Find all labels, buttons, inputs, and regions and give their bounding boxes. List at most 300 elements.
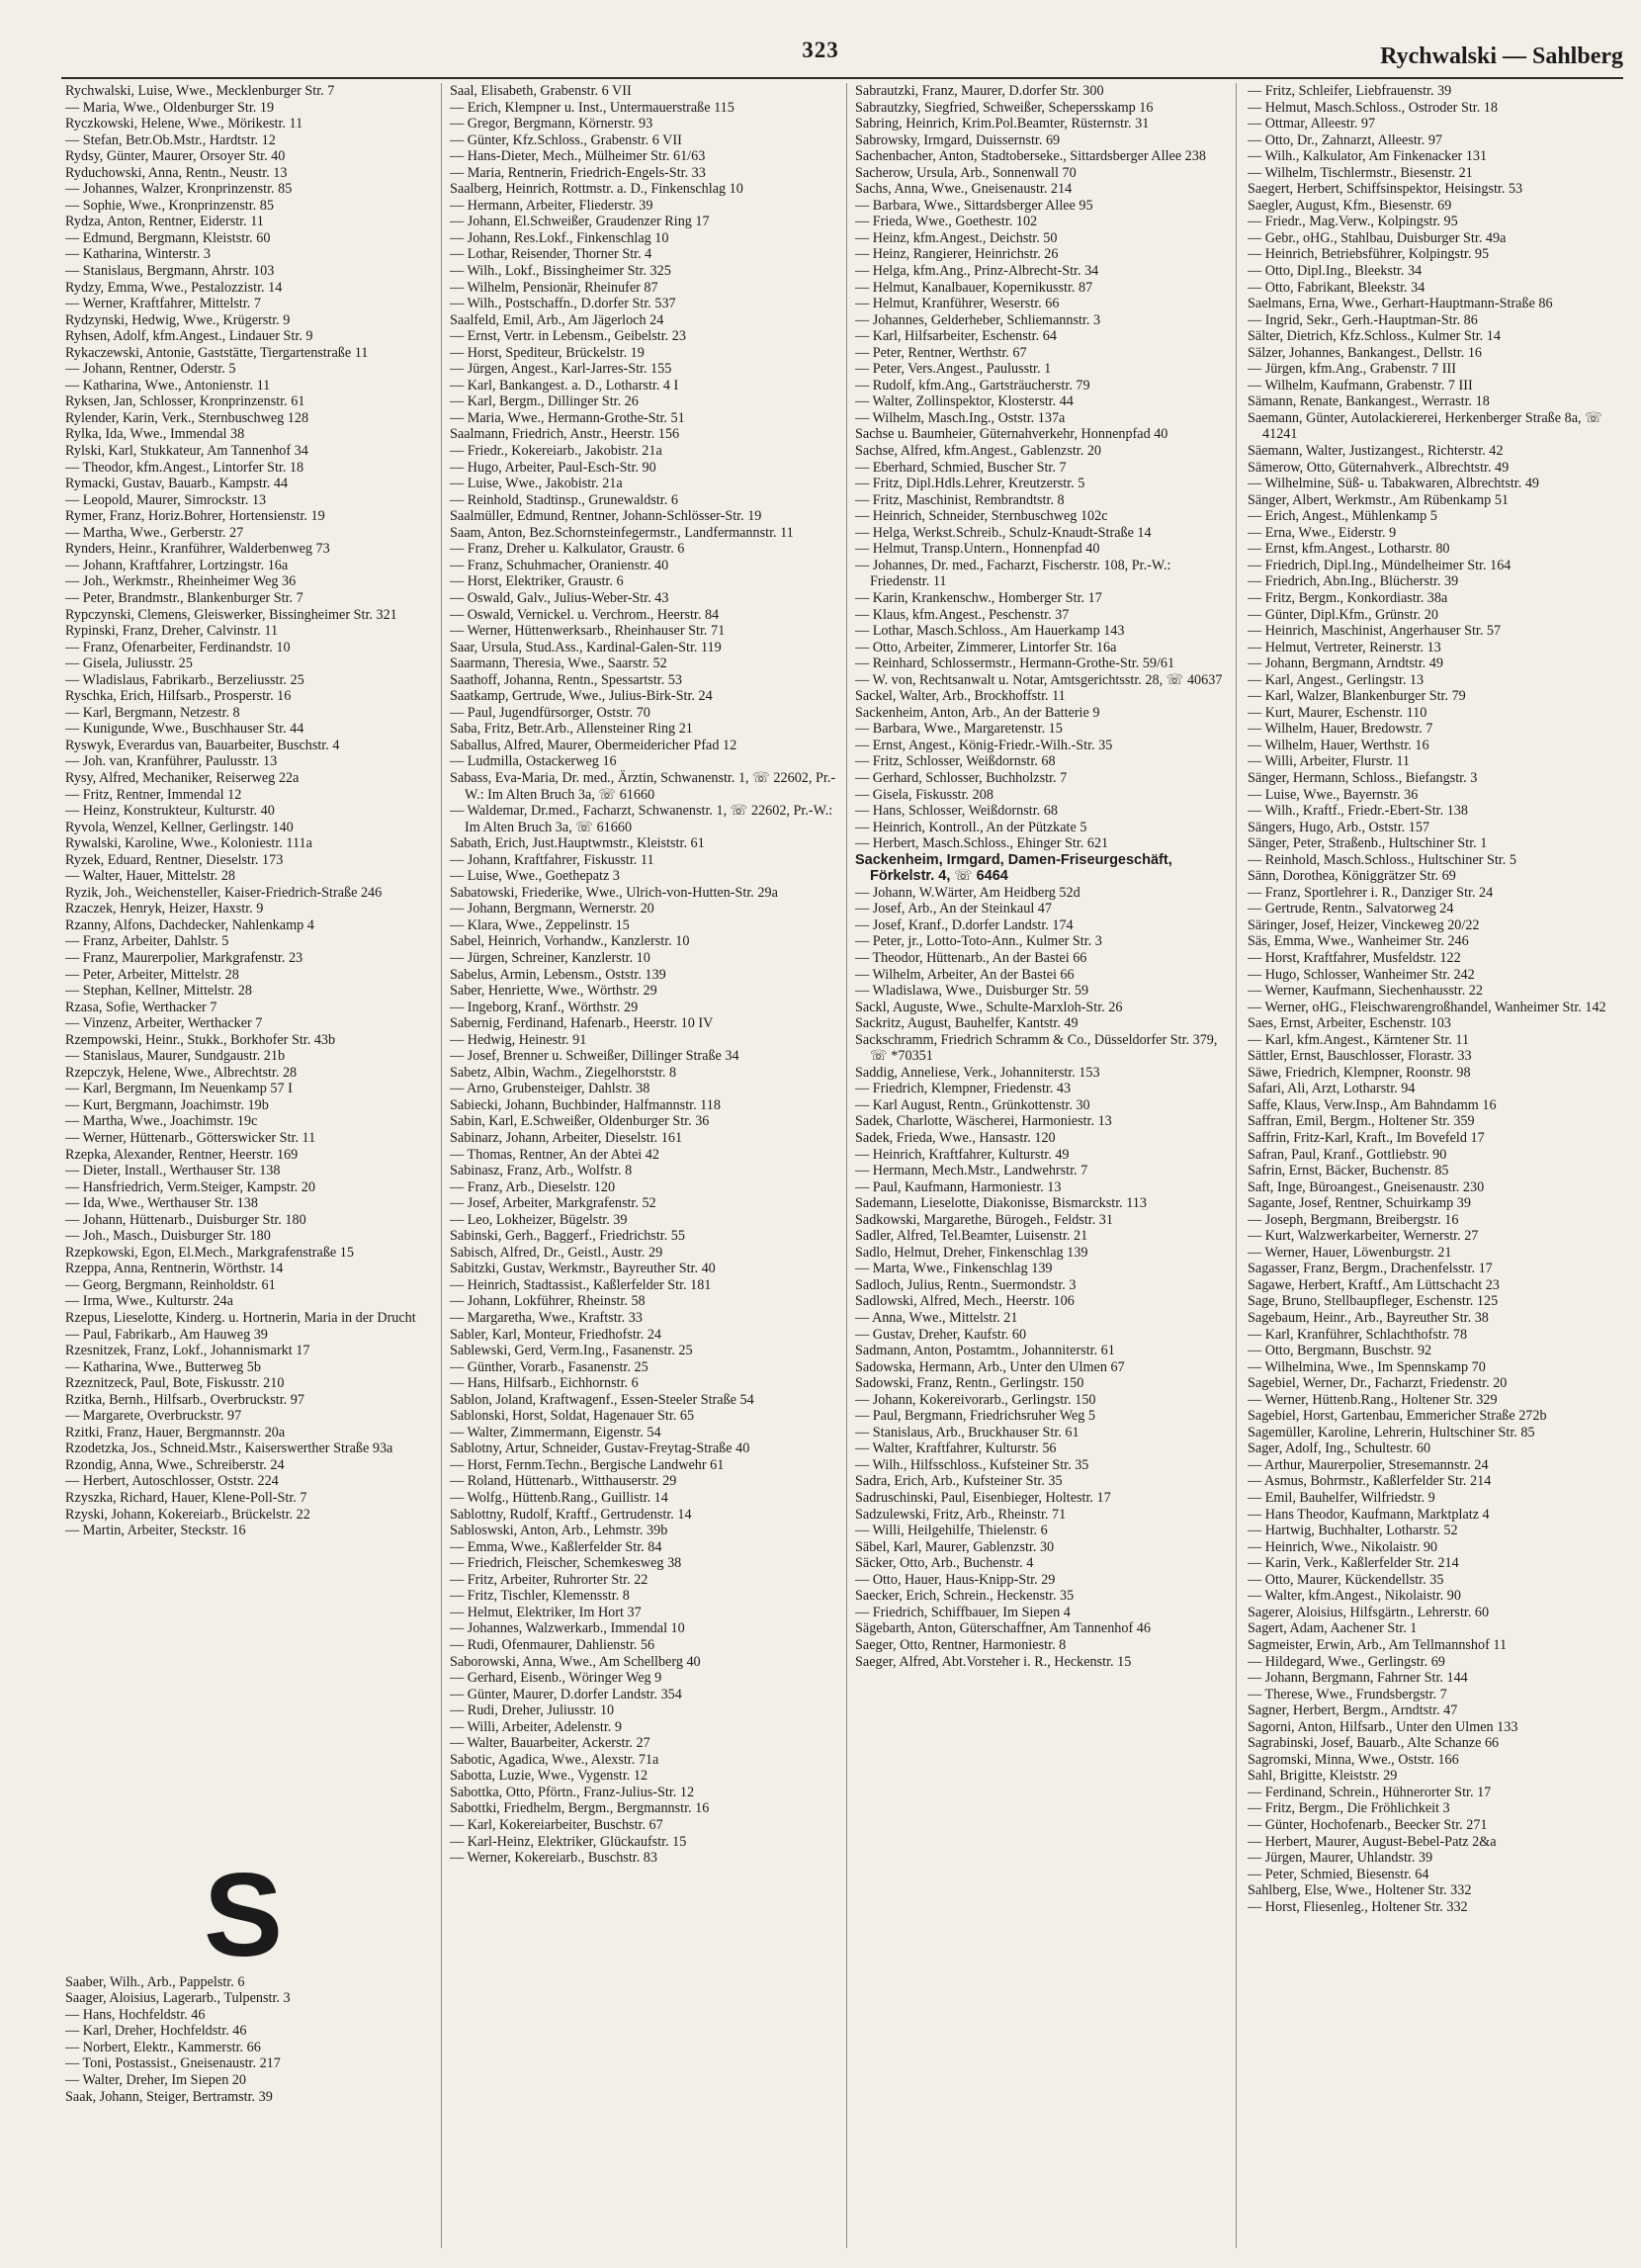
directory-entry: — Heinrich, Maschinist, Angerhauser Str. 57 xyxy=(1248,623,1502,640)
directory-entry: Sagawe, Herbert, Kraftf., Am Lüttschacht 23 xyxy=(1248,1276,1500,1293)
directory-entry: — Helmut, Transp.Untern., Honnenpfad 40 xyxy=(855,541,1100,558)
directory-entry: — Franz, Sportlehrer i. R., Danziger Str. 24 xyxy=(1248,884,1494,901)
directory-entry: — Theodor, kfm.Angest., Lintorfer Str. 18 xyxy=(65,459,304,476)
directory-entry: Rymer, Franz, Horiz.Bohrer, Hortensienstr. 19 xyxy=(65,508,325,525)
column-separator xyxy=(441,83,442,2248)
directory-entry: — Karl, Walzer, Blankenburger Str. 79 xyxy=(1248,688,1466,705)
directory-entry: — Ferdinand, Schrein., Hühnerorter Str. 17 xyxy=(1248,1784,1492,1800)
directory-entry: — Lothar, Masch.Schloss., Am Hauerkamp 143 xyxy=(855,623,1125,640)
directory-entry: — Karl, Kranführer, Schlachthofstr. 78 xyxy=(1248,1326,1468,1343)
directory-entry: — Arno, Grubensteiger, Dahlstr. 38 xyxy=(450,1081,650,1097)
directory-entry: Sagerer, Aloisius, Hilfsgärtn., Lehrerstr. 60 xyxy=(1248,1604,1490,1620)
directory-entry: Sabiecki, Johann, Buchbinder, Halfmannstr. 118 xyxy=(450,1096,721,1113)
directory-column-1 xyxy=(65,83,431,2262)
directory-entry: — Friedrich, Schiffbauer, Im Siepen 4 xyxy=(855,1604,1071,1620)
directory-entry: — Gisela, Fiskusstr. 208 xyxy=(855,786,993,803)
directory-entry: — Karin, Verk., Kaßlerfelder Str. 214 xyxy=(1248,1555,1459,1572)
directory-entry: — Kurt, Bergmann, Joachimstr. 19b xyxy=(65,1096,269,1113)
directory-entry: Saalberg, Heinrich, Rottmstr. a. D., Finkenschlag 10 xyxy=(450,181,743,198)
directory-entry: Sachs, Anna, Wwe., Gneisenaustr. 214 xyxy=(855,181,1073,198)
directory-entry: Sabass, Eva-Maria, Dr. med., Ärztin, Schwanenstr. 1, ☏ 22602, Pr.-W.: Im Alten Bruch 3a, ☏ 61660 xyxy=(450,769,836,803)
directory-entry: Ryzik, Joh., Weichensteller, Kaiser-Friedrich-Straße 246 xyxy=(65,884,383,901)
directory-entry: Saballus, Alfred, Maurer, Obermeidericher Pfad 12 xyxy=(450,737,737,753)
directory-entry: — Günter, Dipl.Kfm., Grünstr. 20 xyxy=(1248,606,1438,623)
directory-entry: — Wilhelmine, Süß- u. Tabakwaren, Albrechtstr. 49 xyxy=(1248,476,1540,492)
directory-entry: Saber, Henriette, Wwe., Wörthstr. 29 xyxy=(450,983,657,1000)
directory-entry: — Horst, Kraftfahrer, Musfeldstr. 122 xyxy=(1248,949,1461,966)
directory-entry: Sackschramm, Friedrich Schramm & Co., Düsseldorfer Str. 379, ☏ *70351 xyxy=(855,1031,1218,1065)
header-rule xyxy=(61,77,1623,79)
directory-entry: — Günter, Kfz.Schloss., Grabenstr. 6 VII xyxy=(450,131,682,148)
directory-entry: Sackenheim, Anton, Arb., An der Batterie 9 xyxy=(855,704,1100,721)
directory-entry: — Friedrich, Klempner, Friedenstr. 43 xyxy=(855,1081,1072,1097)
directory-entry: — Gebr., oHG., Stahlbau, Duisburger Str. 49a xyxy=(1248,229,1507,246)
directory-entry: — Luise, Wwe., Goethepatz 3 xyxy=(450,868,620,885)
directory-entry: — Barbara, Wwe., Sittardsberger Allee 95 xyxy=(855,197,1093,214)
directory-entry: Saffran, Emil, Bergm., Holtener Str. 359 xyxy=(1248,1113,1475,1130)
directory-entry: Rzodetzka, Jos., Schneid.Mstr., Kaiserswerther Straße 93a xyxy=(65,1440,393,1457)
directory-entry: — Kurt, Maurer, Eschenstr. 110 xyxy=(1248,704,1427,721)
directory-entry: — Barbara, Wwe., Margaretenstr. 15 xyxy=(855,721,1063,738)
directory-entry: — Paul, Jugendfürsorger, Oststr. 70 xyxy=(450,704,650,721)
directory-entry: — Willi, Arbeiter, Flurstr. 11 xyxy=(1248,753,1410,770)
directory-entry: — Horst, Spediteur, Brückelstr. 19 xyxy=(450,344,645,361)
directory-entry: — Ingrid, Sekr., Gerh.-Hauptman-Str. 86 xyxy=(1248,311,1478,328)
directory-entry: — Johann, Bergmann, Wernerstr. 20 xyxy=(450,901,654,917)
directory-entry: Saalfeld, Emil, Arb., Am Jägerloch 24 xyxy=(450,311,664,328)
directory-entry: Saddig, Anneliese, Verk., Johanniterstr. 153 xyxy=(855,1064,1100,1081)
directory-entry: Saffrin, Fritz-Karl, Kraft., Im Bovefeld 17 xyxy=(1248,1130,1485,1146)
directory-entry: Sabler, Karl, Monteur, Friedhofstr. 24 xyxy=(450,1326,662,1343)
directory-entry: Saeger, Alfred, Abt.Vorsteher i. R., Heckenstr. 15 xyxy=(855,1653,1132,1670)
directory-entry: Ryduchowski, Anna, Rentn., Neustr. 13 xyxy=(65,164,288,181)
directory-entry: — Johannes, Dr. med., Facharzt, Fischerstr. 108, Pr.-W.: Friedenstr. 11 xyxy=(855,557,1171,590)
directory-entry: Sabrautzki, Franz, Maurer, D.dorfer Str. 300 xyxy=(855,83,1104,99)
directory-entry: Sabottka, Otto, Pförtn., Franz-Julius-Str. 12 xyxy=(450,1784,695,1800)
directory-entry: — Ernst, Angest., König-Friedr.-Wilh.-Str. 35 xyxy=(855,737,1113,753)
directory-entry: — Karl August, Rentn., Grünkottenstr. 30 xyxy=(855,1096,1090,1113)
directory-entry: Sättler, Ernst, Bauschlosser, Florastr. 33 xyxy=(1248,1048,1472,1065)
directory-entry: — Lothar, Reisender, Thorner Str. 4 xyxy=(450,246,652,263)
directory-entry: — Johann, Bergmann, Arndtstr. 49 xyxy=(1248,655,1443,672)
directory-entry: — Fritz, Tischler, Klemensstr. 8 xyxy=(450,1588,630,1605)
directory-entry: — Johannes, Walzer, Kronprinzenstr. 85 xyxy=(65,181,293,198)
directory-entry: — Gerhard, Eisenb., Wöringer Weg 9 xyxy=(450,1670,662,1687)
directory-entry: Sabatowski, Friederike, Wwe., Ulrich-von-Hutten-Str. 29a xyxy=(450,884,778,901)
directory-entry: Sabinasz, Franz, Arb., Wolfstr. 8 xyxy=(450,1163,633,1179)
directory-entry: Sachenbacher, Anton, Stadtoberseke., Sittardsberger Allee 238 xyxy=(855,148,1206,165)
directory-entry: — Hildegard, Wwe., Gerlingstr. 69 xyxy=(1248,1653,1445,1670)
directory-entry: Ryhsen, Adolf, kfm.Angest., Lindauer Str. 9 xyxy=(65,328,313,345)
directory-entry: — Günther, Vorarb., Fasanenstr. 25 xyxy=(450,1358,648,1375)
directory-entry: — Heinrich, Betriebsführer, Kolpingstr. 95 xyxy=(1248,246,1490,263)
directory-entry: — Wilh., Lokf., Bissingheimer Str. 325 xyxy=(450,263,671,280)
directory-entry: — Helga, kfm.Ang., Prinz-Albrecht-Str. 34 xyxy=(855,263,1099,280)
directory-entry: Sägebarth, Anton, Güterschaffner, Am Tannenhof 46 xyxy=(855,1620,1151,1637)
directory-entry: — Wilhelm, Hauer, Werthstr. 16 xyxy=(1248,737,1429,753)
directory-entry: Sablotny, Artur, Schneider, Gustav-Freytag-Straße 40 xyxy=(450,1440,750,1457)
directory-entry: Sadek, Charlotte, Wäscherei, Harmoniestr. 13 xyxy=(855,1113,1112,1130)
directory-entry: Sagorni, Anton, Hilfsarb., Unter den Ulmen 133 xyxy=(1248,1718,1518,1735)
directory-entry: Sänn, Dorothea, Königgrätzer Str. 69 xyxy=(1248,868,1456,885)
directory-entry: Sabisch, Alfred, Dr., Geistl., Austr. 29 xyxy=(450,1244,663,1261)
directory-entry: Saba, Fritz, Betr.Arb., Allensteiner Ring 21 xyxy=(450,721,693,738)
directory-entry: Sagemüller, Karoline, Lehrerin, Hultschiner Str. 85 xyxy=(1248,1424,1535,1440)
directory-entry: — Klara, Wwe., Zeppelinstr. 15 xyxy=(450,916,630,933)
directory-entry: — Friedrich, Fleischer, Schemkesweg 38 xyxy=(450,1555,682,1572)
directory-entry: — Peter, Arbeiter, Mittelstr. 28 xyxy=(65,966,239,983)
directory-entry: — Hansfriedrich, Verm.Steiger, Kampstr. 20 xyxy=(65,1178,315,1195)
directory-entry: Rzyski, Johann, Kokereiarb., Brückelstr. 22 xyxy=(65,1506,310,1523)
directory-entry: Sagebiel, Horst, Gartenbau, Emmericher Straße 272b xyxy=(1248,1408,1547,1425)
directory-entry: Sadra, Erich, Arb., Kufsteiner Str. 35 xyxy=(855,1473,1063,1490)
directory-entry: Saager, Aloisius, Lagerarb., Tulpenstr. 3 xyxy=(65,1990,291,2007)
directory-entry: — Reinhard, Schlossermstr., Hermann-Grothe-Str. 59/61 xyxy=(855,655,1175,672)
directory-entry: Sälter, Dietrich, Kfz.Schloss., Kulmer Str. 14 xyxy=(1248,328,1501,345)
directory-entry: — Walter, Bauarbeiter, Ackerstr. 27 xyxy=(450,1735,650,1752)
directory-entry: Safrin, Ernst, Bäcker, Buchenstr. 85 xyxy=(1248,1163,1449,1179)
directory-entry: Rypczynski, Clemens, Gleiswerker, Bissingheimer Str. 321 xyxy=(65,606,397,623)
directory-entry: Sänger, Hermann, Schloss., Biefangstr. 3 xyxy=(1248,769,1478,786)
directory-entry: — W. von, Rechtsanwalt u. Notar, Amtsgerichtsstr. 28, ☏ 40637 xyxy=(855,671,1223,688)
directory-entry: — Martin, Arbeiter, Steckstr. 16 xyxy=(65,1523,246,1539)
directory-entry: Säbel, Karl, Maurer, Gablenzstr. 30 xyxy=(855,1538,1055,1555)
directory-entry: — Günter, Maurer, D.dorfer Landstr. 354 xyxy=(450,1686,682,1702)
directory-entry: — Peter, Vers.Angest., Paulusstr. 1 xyxy=(855,361,1052,378)
directory-entry: — Fritz, Maschinist, Rembrandtstr. 8 xyxy=(855,491,1065,508)
directory-entry: — Werner, Hüttenwerksarb., Rheinhauser Str. 71 xyxy=(450,623,726,640)
directory-entry: — Johann, Bergmann, Fahrner Str. 144 xyxy=(1248,1670,1468,1687)
directory-entry: — Paul, Bergmann, Friedrichsruher Weg 5 xyxy=(855,1408,1096,1425)
directory-entry: Saak, Johann, Steiger, Bertramstr. 39 xyxy=(65,2088,273,2105)
directory-entry: Rzeppa, Anna, Rentnerin, Wörthstr. 14 xyxy=(65,1261,284,1277)
directory-entry: Sadkowski, Margarethe, Bürogeh., Feldstr. 31 xyxy=(855,1211,1113,1228)
directory-entry: Sabinski, Gerh., Baggerf., Friedrichstr. 55 xyxy=(450,1228,685,1245)
directory-entry: — Jürgen, Maurer, Uhlandstr. 39 xyxy=(1248,1850,1433,1867)
directory-entry: — Joseph, Bergmann, Breibergstr. 16 xyxy=(1248,1211,1459,1228)
directory-entry: — Hermann, Mech.Mstr., Landwehrstr. 7 xyxy=(855,1163,1088,1179)
directory-entry: Sabrowsky, Irmgard, Duissernstr. 69 xyxy=(855,131,1061,148)
directory-entry: Sadek, Frieda, Wwe., Hansastr. 120 xyxy=(855,1130,1056,1146)
directory-entry: — Ernst, Vertr. in Lebensm., Geibelstr. 23 xyxy=(450,328,686,345)
directory-entry: — Heinrich, Stadtassist., Kaßlerfelder Str. 181 xyxy=(450,1276,712,1293)
directory-entry: — Fritz, Bergm., Die Fröhlichkeit 3 xyxy=(1248,1800,1450,1817)
directory-entry: Säwe, Friedrich, Klempner, Roonstr. 98 xyxy=(1248,1064,1471,1081)
directory-entry: Rzondig, Anna, Wwe., Schreiberstr. 24 xyxy=(65,1456,285,1473)
directory-entry: — Karin, Krankenschw., Homberger Str. 17 xyxy=(855,589,1102,606)
directory-entry: Sämerow, Otto, Güternahverk., Albrechtstr. 49 xyxy=(1248,459,1510,476)
directory-entry: — Jürgen, Angest., Karl-Jarres-Str. 155 xyxy=(450,361,672,378)
directory-entry: Rylski, Karl, Stukkateur, Am Tannenhof 34 xyxy=(65,443,308,460)
directory-entry: — Oswald, Vernickel. u. Verchrom., Heerstr. 84 xyxy=(450,606,720,623)
directory-entry: — Franz, Arbeiter, Dahlstr. 5 xyxy=(65,933,229,950)
directory-entry: — Norbert, Elektr., Kammerstr. 66 xyxy=(65,2039,261,2055)
directory-entry: — Joh., Werkmstr., Rheinheimer Weg 36 xyxy=(65,573,297,590)
directory-entry: — Hans, Schlosser, Weißdornstr. 68 xyxy=(855,803,1058,820)
directory-entry: — Thomas, Rentner, An der Abtei 42 xyxy=(450,1146,659,1163)
directory-entry: — Gisela, Juliusstr. 25 xyxy=(65,655,193,672)
directory-entry: — Peter, jr., Lotto-Toto-Ann., Kulmer Str. 3 xyxy=(855,933,1102,950)
directory-entry: Sadmann, Anton, Postamtm., Johanniterstr. 61 xyxy=(855,1343,1115,1359)
directory-entry: Sager, Adolf, Ing., Schultestr. 60 xyxy=(1248,1440,1431,1457)
entries-s-start xyxy=(65,1974,431,2105)
entries-r xyxy=(65,83,431,1539)
directory-entry: Saal, Elisabeth, Grabenstr. 6 VII xyxy=(450,83,632,99)
directory-entry: Sackenheim, Irmgard, Damen-Friseurgeschäft, Förkelstr. 4, ☏ 6464 xyxy=(855,851,1172,885)
directory-entry: — Johann, Lokführer, Rheinstr. 58 xyxy=(450,1293,646,1310)
directory-entry: Sablottny, Rudolf, Kraftf., Gertrudenstr. 14 xyxy=(450,1506,692,1523)
directory-entry: — Katharina, Wwe., Butterweg 5b xyxy=(65,1358,261,1375)
directory-entry: Sabring, Heinrich, Krim.Pol.Beamter, Rüsternstr. 31 xyxy=(855,116,1150,132)
directory-entry: Ryczkowski, Helene, Wwe., Mörikestr. 11 xyxy=(65,116,303,132)
directory-entry: — Katharina, Wwe., Antonienstr. 11 xyxy=(65,377,271,393)
directory-entry: — Otto, Dipl.Ing., Bleekstr. 34 xyxy=(1248,263,1423,280)
directory-column-4 xyxy=(1248,83,1636,2262)
directory-entry: — Karl, Hilfsarbeiter, Eschenstr. 64 xyxy=(855,328,1057,345)
directory-entry: — Fritz, Rentner, Immendal 12 xyxy=(65,786,242,803)
directory-entry: — Maria, Wwe., Hermann-Grothe-Str. 51 xyxy=(450,409,685,426)
directory-entry: Rysy, Alfred, Mechaniker, Reiserweg 22a xyxy=(65,769,300,786)
directory-entry: — Kurt, Walzwerkarbeiter, Wernerstr. 27 xyxy=(1248,1228,1479,1245)
directory-entry: — Wilhelm, Hauer, Bredowstr. 7 xyxy=(1248,721,1433,738)
directory-entry: — Hans, Hilfsarb., Eichhornstr. 6 xyxy=(450,1375,639,1392)
directory-entry: — Johann, Kraftfahrer, Lortzingstr. 16a xyxy=(65,557,289,573)
directory-entry: Saathoff, Johanna, Rentn., Spessartstr. 53 xyxy=(450,671,682,688)
directory-entry: Sabernig, Ferdinand, Hafenarb., Heerstr. 10 IV xyxy=(450,1015,714,1032)
directory-entry: Sablonski, Horst, Soldat, Hagenauer Str. 65 xyxy=(450,1408,695,1425)
directory-entry: Rzitki, Franz, Hauer, Bergmannstr. 20a xyxy=(65,1424,286,1440)
directory-entry: — Horst, Fliesenleg., Holtener Str. 332 xyxy=(1248,1898,1468,1915)
directory-entry: — Josef, Arb., An der Steinkaul 47 xyxy=(855,901,1052,917)
directory-entry: Sagante, Josef, Rentner, Schuirkamp 39 xyxy=(1248,1195,1471,1212)
directory-entry: — Walter, Zollinspektor, Klosterstr. 44 xyxy=(855,393,1074,410)
directory-entry: Saeger, Otto, Rentner, Harmoniestr. 8 xyxy=(855,1636,1067,1653)
directory-entry: — Katharina, Winterstr. 3 xyxy=(65,246,211,263)
directory-entry: — Luise, Wwe., Jakobistr. 21a xyxy=(450,476,623,492)
directory-entry: — Wladislaus, Fabrikarb., Berzeliusstr. 25 xyxy=(65,671,304,688)
directory-entry: — Friedr., Mag.Verw., Kolpingstr. 95 xyxy=(1248,214,1458,230)
directory-entry: Sagmeister, Erwin, Arb., Am Tellmannshof 11 xyxy=(1248,1636,1508,1653)
directory-entry: Rychwalski, Luise, Wwe., Mecklenburger Str. 7 xyxy=(65,83,335,99)
directory-entry: Sahlberg, Else, Wwe., Holtener Str. 332 xyxy=(1248,1882,1472,1899)
directory-entry: — Hedwig, Heinestr. 91 xyxy=(450,1031,587,1048)
directory-entry: Sachse u. Baumheier, Güternahverkehr, Honnenpfad 40 xyxy=(855,426,1168,443)
directory-entry: Rypinski, Franz, Dreher, Calvinstr. 11 xyxy=(65,623,279,640)
directory-entry: Sablon, Joland, Kraftwagenf., Essen-Steeler Straße 54 xyxy=(450,1391,754,1408)
directory-entry: Ryzek, Eduard, Rentner, Dieselstr. 173 xyxy=(65,851,284,868)
directory-entry: — Helga, Werkst.Schreib., Schulz-Knaudt-Straße 14 xyxy=(855,524,1152,541)
directory-entry: Sablewski, Gerd, Verm.Ing., Fasanenstr. 25 xyxy=(450,1343,693,1359)
directory-entry: — Fritz, Dipl.Hdls.Lehrer, Kreutzerstr. 5 xyxy=(855,476,1085,492)
directory-entry: — Herbert, Masch.Schloss., Ehinger Str. 621 xyxy=(855,835,1109,852)
directory-entry: — Stanislaus, Maurer, Sundgaustr. 21b xyxy=(65,1048,286,1065)
directory-entry: — Ottmar, Alleestr. 97 xyxy=(1248,116,1376,132)
directory-entry: — Walter, Kraftfahrer, Kulturstr. 56 xyxy=(855,1440,1057,1457)
directory-entry: Rzitka, Bernh., Hilfsarb., Overbruckstr. 97 xyxy=(65,1391,304,1408)
directory-entry: — Werner, Kaufmann, Siechenhausstr. 22 xyxy=(1248,983,1483,1000)
directory-entry: — Karl, Dreher, Hochfeldstr. 46 xyxy=(65,2023,247,2040)
directory-entry: — Oswald, Galv., Julius-Weber-Str. 43 xyxy=(450,589,669,606)
directory-entry: — Heinz, kfm.Angest., Deichstr. 50 xyxy=(855,229,1058,246)
directory-entry: Ryswyk, Everardus van, Bauarbeiter, Buschstr. 4 xyxy=(65,737,340,753)
directory-entry: Säcker, Otto, Arb., Buchenstr. 4 xyxy=(855,1555,1034,1572)
directory-entry: — Reinhold, Stadtinsp., Grunewaldstr. 6 xyxy=(450,491,678,508)
directory-entry: — Ingeborg, Kranf., Wörthstr. 29 xyxy=(450,999,639,1015)
directory-entry: Sänger, Peter, Straßenb., Hultschiner Str. 1 xyxy=(1248,835,1488,852)
directory-entry: — Jürgen, kfm.Ang., Grabenstr. 7 III xyxy=(1248,361,1456,378)
directory-entry: Ryschka, Erich, Hilfsarb., Prosperstr. 16 xyxy=(65,688,292,705)
directory-entry: Rydza, Anton, Rentner, Eiderstr. 11 xyxy=(65,214,264,230)
directory-entry: — Ludmilla, Ostackerweg 16 xyxy=(450,753,617,770)
directory-entry: — Georg, Bergmann, Reinholdstr. 61 xyxy=(65,1276,276,1293)
directory-entry: Sabotta, Luzie, Wwe., Vygenstr. 12 xyxy=(450,1768,648,1785)
directory-entry: — Heinz, Rangierer, Heinrichstr. 26 xyxy=(855,246,1059,263)
directory-entry: — Margarete, Overbruckstr. 97 xyxy=(65,1408,242,1425)
directory-entry: Rykaczewski, Antonie, Gaststätte, Tiergartenstraße 11 xyxy=(65,344,369,361)
directory-entry: — Helmut, Kanalbauer, Kopernikusstr. 87 xyxy=(855,279,1093,296)
directory-entry: — Wilhelmina, Wwe., Im Spennskamp 70 xyxy=(1248,1358,1486,1375)
directory-entry: — Horst, Elektriker, Graustr. 6 xyxy=(450,573,624,590)
directory-entry: — Fritz, Bergm., Konkordiastr. 38a xyxy=(1248,589,1448,606)
directory-entry: Sachse, Alfred, kfm.Angest., Gablenzstr. 20 xyxy=(855,443,1102,460)
directory-entry: — Werner, Hauer, Löwenburgstr. 21 xyxy=(1248,1244,1452,1261)
directory-entry: Sabloswski, Anton, Arb., Lehmstr. 39b xyxy=(450,1523,668,1539)
directory-entry: — Josef, Arbeiter, Markgrafenstr. 52 xyxy=(450,1195,656,1212)
directory-entry: Rzepczyk, Helene, Wwe., Albrechtstr. 28 xyxy=(65,1064,298,1081)
directory-entry: — Herbert, Maurer, August-Bebel-Patz 2&a xyxy=(1248,1833,1497,1850)
running-head: Rychwalski — Sahlberg xyxy=(1380,44,1623,69)
directory-entry: — Horst, Fernm.Techn., Bergische Landwehr 61 xyxy=(450,1456,725,1473)
directory-entry: Sagner, Herbert, Bergm., Arndtstr. 47 xyxy=(1248,1702,1458,1719)
directory-entry: — Franz, Maurerpolier, Markgrafenstr. 23 xyxy=(65,949,303,966)
directory-entry: — Sophie, Wwe., Kronprinzenstr. 85 xyxy=(65,197,274,214)
directory-entry: Rywalski, Karoline, Wwe., Koloniestr. 111a xyxy=(65,835,312,852)
directory-entry: — Johann, Hüttenarb., Duisburger Str. 180 xyxy=(65,1211,306,1228)
directory-entry: Saffe, Klaus, Verw.Insp., Am Bahndamm 16 xyxy=(1248,1096,1497,1113)
directory-entry: Saalmann, Friedrich, Anstr., Heerstr. 156 xyxy=(450,426,680,443)
directory-entry: Saaber, Wilh., Arb., Pappelstr. 6 xyxy=(65,1973,245,1990)
directory-entry: — Karl-Heinz, Elektriker, Glückaufstr. 15 xyxy=(450,1833,687,1850)
directory-entry: Sabin, Karl, E.Schweißer, Oldenburger Str. 36 xyxy=(450,1113,710,1130)
directory-entry: Säemann, Walter, Justizangest., Richterstr. 42 xyxy=(1248,443,1504,460)
directory-entry: — Fritz, Arbeiter, Ruhrorter Str. 22 xyxy=(450,1571,648,1588)
directory-entry: Sahl, Brigitte, Kleiststr. 29 xyxy=(1248,1768,1398,1785)
directory-entry: — Friedrich, Abn.Ing., Blücherstr. 39 xyxy=(1248,573,1459,590)
directory-entry: — Wolfg., Hüttenb.Rang., Guillistr. 14 xyxy=(450,1490,668,1507)
directory-entry: Saatkamp, Gertrude, Wwe., Julius-Birk-Str. 24 xyxy=(450,688,713,705)
directory-entry: — Otto, Hauer, Haus-Knipp-Str. 29 xyxy=(855,1571,1056,1588)
directory-entry: Rzanny, Alfons, Dachdecker, Nahlenkamp 4 xyxy=(65,916,314,933)
directory-entry: Sabitzki, Gustav, Werkmstr., Bayreuther Str. 40 xyxy=(450,1261,716,1277)
directory-entry: — Heinz, Konstrukteur, Kulturstr. 40 xyxy=(65,803,275,820)
directory-entry: — Roland, Hüttenarb., Witthauserstr. 29 xyxy=(450,1473,677,1490)
directory-entry: Rzeznitzeck, Paul, Bote, Fiskusstr. 210 xyxy=(65,1375,285,1392)
directory-entry: — Asmus, Bohrmstr., Kaßlerfelder Str. 214 xyxy=(1248,1473,1492,1490)
directory-entry: — Johann, Kraftfahrer, Fiskusstr. 11 xyxy=(450,851,654,868)
directory-entry: — Hans, Hochfeldstr. 46 xyxy=(65,2006,206,2023)
directory-entry: Ryvola, Wenzel, Kellner, Gerlingstr. 140 xyxy=(65,819,294,835)
directory-entry: — Johannes, Walzwerkarb., Immendal 10 xyxy=(450,1620,685,1637)
directory-entry: Saalmüller, Edmund, Rentner, Johann-Schlösser-Str. 19 xyxy=(450,508,762,525)
directory-entry: — Herbert, Autoschlosser, Oststr. 224 xyxy=(65,1473,279,1490)
directory-entry: — Otto, Dr., Zahnarzt, Alleestr. 97 xyxy=(1248,131,1443,148)
directory-entry: Rzyszka, Richard, Hauer, Klene-Poll-Str. 7 xyxy=(65,1490,307,1507)
directory-entry: — Werner, Hüttenarb., Götterswicker Str. 11 xyxy=(65,1130,316,1146)
directory-entry: Sagebiel, Werner, Dr., Facharzt, Friedenstr. 20 xyxy=(1248,1375,1508,1392)
directory-entry: — Rudolf, kfm.Ang., Gartsträucherstr. 79 xyxy=(855,377,1090,393)
directory-entry: — Hans Theodor, Kaufmann, Marktplatz 4 xyxy=(1248,1506,1490,1523)
directory-entry: — Werner, oHG., Fleischwarengroßhandel, Wanheimer Str. 142 xyxy=(1248,999,1606,1015)
directory-entry: — Otto, Maurer, Kückendellstr. 35 xyxy=(1248,1571,1444,1588)
directory-entry: Rzasa, Sofie, Werthacker 7 xyxy=(65,999,217,1015)
directory-entry: — Wilhelm, Masch.Ing., Oststr. 137a xyxy=(855,409,1066,426)
directory-entry: — Heinrich, Schneider, Sternbuschweg 102c xyxy=(855,508,1108,525)
directory-entry: Sabath, Erich, Just.Hauptwmstr., Kleiststr. 61 xyxy=(450,835,705,852)
directory-entry: — Arthur, Maurerpolier, Stresemannstr. 24 xyxy=(1248,1456,1489,1473)
directory-entry: — Rudi, Dreher, Juliusstr. 10 xyxy=(450,1702,615,1719)
directory-entry: — Wladislawa, Wwe., Duisburger Str. 59 xyxy=(855,983,1089,1000)
directory-entry: Sage, Bruno, Stellbaupfleger, Eschenstr. 125 xyxy=(1248,1293,1499,1310)
directory-entry: — Otto, Fabrikant, Bleekstr. 34 xyxy=(1248,279,1425,296)
directory-entry: — Therese, Wwe., Frundsbergstr. 7 xyxy=(1248,1686,1447,1702)
directory-entry: — Luise, Wwe., Bayernstr. 36 xyxy=(1248,786,1419,803)
directory-entry: Sackritz, August, Bauhelfer, Kantstr. 49 xyxy=(855,1015,1079,1032)
directory-entry: — Wilh., Postschaffn., D.dorfer Str. 537 xyxy=(450,296,676,312)
directory-entry: Sagrabinski, Josef, Bauarb., Alte Schanze 66 xyxy=(1248,1735,1500,1752)
directory-entry: — Stanislaus, Arb., Bruckhauser Str. 61 xyxy=(855,1424,1080,1440)
directory-entry: Sabel, Heinrich, Vorhandw., Kanzlerstr. 10 xyxy=(450,933,690,950)
directory-entry: Sacherow, Ursula, Arb., Sonnenwall 70 xyxy=(855,164,1077,181)
directory-entry: Sadzulewski, Fritz, Arb., Rheinstr. 71 xyxy=(855,1506,1067,1523)
directory-entry: Saft, Inge, Büroangest., Gneisenaustr. 230 xyxy=(1248,1178,1485,1195)
directory-entry: Rydsy, Günter, Maurer, Orsoyer Str. 40 xyxy=(65,148,286,165)
directory-entry: — Walter, Dreher, Im Siepen 20 xyxy=(65,2071,247,2088)
directory-entry: Safari, Ali, Arzt, Lotharstr. 94 xyxy=(1248,1081,1416,1097)
directory-entry: — Stephan, Kellner, Mittelstr. 28 xyxy=(65,983,252,1000)
directory-entry: — Waldemar, Dr.med., Facharzt, Schwanenstr. 1, ☏ 22602, Pr.-W.: Im Alten Bruch 3a, ☏ 61660 xyxy=(450,803,833,835)
directory-entry: Sagasser, Franz, Bergm., Drachenfelsstr. 17 xyxy=(1248,1261,1493,1277)
directory-entry: — Hugo, Arbeiter, Paul-Esch-Str. 90 xyxy=(450,459,656,476)
directory-entry: — Johannes, Gelderheber, Schliemannstr. 3 xyxy=(855,311,1101,328)
directory-entry: Rzesnitzek, Franz, Lokf., Johannismarkt 17 xyxy=(65,1343,310,1359)
directory-entry: — Fritz, Schlosser, Weißdornstr. 68 xyxy=(855,753,1056,770)
directory-entry: Ryksen, Jan, Schlosser, Kronprinzenstr. 61 xyxy=(65,393,305,410)
directory-entry: — Franz, Schuhmacher, Oranienstr. 40 xyxy=(450,557,669,573)
directory-entry: Sackl, Auguste, Wwe., Schulte-Marxloh-Str. 26 xyxy=(855,999,1123,1015)
directory-entry: — Karl, Angest., Gerlingstr. 13 xyxy=(1248,671,1425,688)
directory-entry: Sämann, Renate, Bankangest., Werrastr. 18 xyxy=(1248,393,1490,410)
directory-entry: Sagromski, Minna, Wwe., Oststr. 166 xyxy=(1248,1751,1459,1768)
directory-column-3 xyxy=(855,83,1226,2262)
directory-entry: — Karl, Kokereiarbeiter, Buschstr. 67 xyxy=(450,1816,663,1833)
directory-entry: — Gerhard, Schlosser, Buchholzstr. 7 xyxy=(855,769,1068,786)
directory-entry: — Helmut, Kranführer, Weserstr. 66 xyxy=(855,296,1060,312)
directory-entry: — Edmund, Bergmann, Kleiststr. 60 xyxy=(65,229,271,246)
directory-entry: — Wilhelm, Tischlermstr., Biesenstr. 21 xyxy=(1248,164,1473,181)
directory-entry: — Paul, Fabrikarb., Am Hauweg 39 xyxy=(65,1326,268,1343)
directory-entry: — Wilhelm, Kaufmann, Grabenstr. 7 III xyxy=(1248,377,1473,393)
directory-entry: Saar, Ursula, Stud.Ass., Kardinal-Galen-Str. 119 xyxy=(450,639,722,655)
directory-entry: Sagebaum, Heinr., Arb., Bayreuther Str. 38 xyxy=(1248,1310,1489,1327)
directory-entry: — Willi, Arbeiter, Adelenstr. 9 xyxy=(450,1718,622,1735)
directory-entry: — Hermann, Arbeiter, Fliederstr. 39 xyxy=(450,197,653,214)
directory-entry: — Otto, Arbeiter, Zimmerer, Lintorfer Str. 16a xyxy=(855,639,1117,655)
directory-entry: Rydzy, Emma, Wwe., Pestalozzistr. 14 xyxy=(65,279,283,296)
directory-entry: Sälzer, Johannes, Bankangest., Dellstr. 16 xyxy=(1248,344,1483,361)
directory-entry: — Friedrich, Dipl.Ing., Mündelheimer Str. 164 xyxy=(1248,557,1511,573)
directory-entry: — Johann, Rentner, Oderstr. 5 xyxy=(65,361,236,378)
directory-entry: — Josef, Brenner u. Schweißer, Dillinger Straße 34 xyxy=(450,1048,739,1065)
